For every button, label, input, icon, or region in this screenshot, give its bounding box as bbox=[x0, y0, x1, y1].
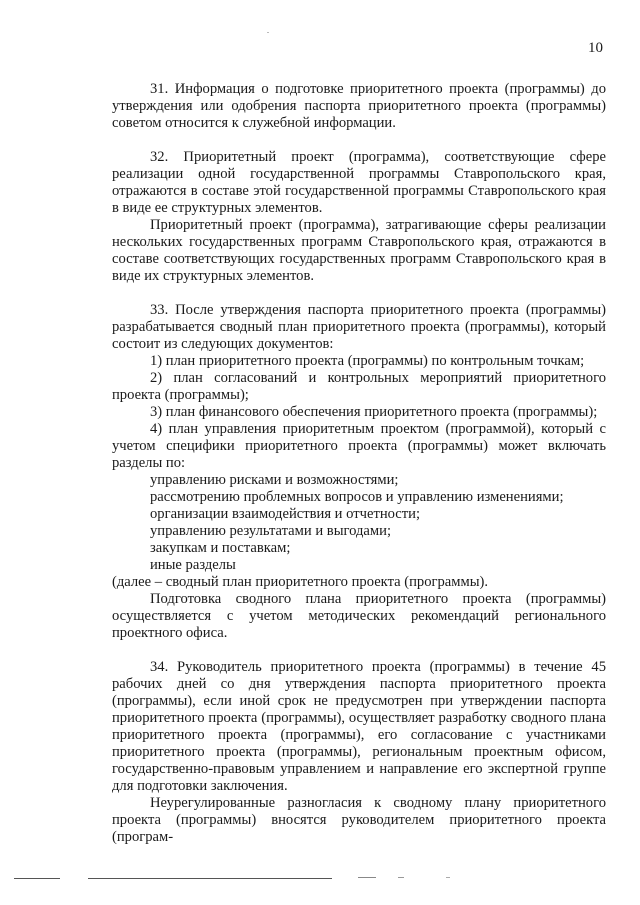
sub-list-item: иные разделы bbox=[150, 557, 236, 573]
footer-rule-mark-2 bbox=[398, 877, 404, 878]
section-32-paragraph-1: 32. Приоритетный проект (программа), соответствующие сфере реализации одной государственной программы Ставропольского края, отражаются в составе этой государственной программы Ставропольского края в виде ее структурных элементов. bbox=[112, 149, 606, 216]
list-item: 1) план приоритетного проекта (программы) по контрольным точкам; bbox=[150, 353, 585, 369]
sub-list-item: рассмотрению проблемных вопросов и управлению изменениями; bbox=[150, 489, 564, 505]
document-body bbox=[112, 81, 606, 846]
sub-list-item: управлению результатами и выгодами; bbox=[150, 523, 391, 539]
list-item: 2) план согласований и контрольных мероприятий приоритетного проекта (программы); bbox=[112, 370, 606, 403]
section-33-closing: (далее – сводный план приоритетного проекта (программы). bbox=[112, 574, 489, 590]
footer-rule-mark-3 bbox=[446, 877, 450, 878]
section-32-paragraph-2: Приоритетный проект (программа), затрагивающие сферы реализации нескольких государственных программ Ставропольского края, отражаются в составе соответствующих государственных программ Ставропольского края в виде их структурных элементов. bbox=[112, 217, 606, 284]
footer-rule-mark bbox=[358, 877, 376, 878]
footer-rule-left bbox=[14, 878, 60, 879]
section-34-paragraph-1: 34. Руководитель приоритетного проекта (программы) в течение 45 рабочих дней со дня утверждения паспорта приоритетного проекта (программы), если иной срок не предусмотрен при утверждении паспорта приоритетного проекта (программы), осуществляет разработку сводного плана приоритетного проекта (программы), его согласование с участниками приоритетного проекта (программы), региональным проектным офисом, государственно-правовым управлением и направление его экспертной группе для подготовки заключения. bbox=[112, 659, 606, 794]
list-item: 3) план финансового обеспечения приоритетного проекта (программы); bbox=[150, 404, 598, 420]
section-33-intro: 33. После утверждения паспорта приоритетного проекта (программы) разрабатывается сводный план приоритетного проекта (программы), который состоит из следующих документов: bbox=[112, 302, 606, 352]
sub-list-item: организации взаимодействия и отчетности; bbox=[150, 506, 421, 522]
section-33-paragraph-2: Подготовка сводного плана приоритетного проекта (программы) осуществляется с учетом методических рекомендаций регионального проектного офиса. bbox=[112, 591, 606, 641]
page-number: 10 bbox=[588, 40, 603, 56]
section-31-paragraph: 31. Информация о подготовке приоритетного проекта (программы) до утверждения или одобрения паспорта приоритетного проекта (программы) советом относится к служебной информации. bbox=[112, 81, 606, 131]
scan-speck bbox=[267, 32, 269, 33]
sub-list-item: закупкам и поставкам; bbox=[150, 540, 291, 556]
footer-rule-right bbox=[88, 878, 332, 879]
sub-list-item: управлению рисками и возможностями; bbox=[150, 472, 399, 488]
section-34-paragraph-2: Неурегулированные разногласия к сводному плану приоритетного проекта (программы) вносятся руководителем приоритетного проекта (програм- bbox=[112, 795, 606, 845]
list-item: 4) план управления приоритетным проектом (программой), который с учетом специфики приоритетного проекта (программы) может включать разделы по: bbox=[112, 421, 606, 471]
